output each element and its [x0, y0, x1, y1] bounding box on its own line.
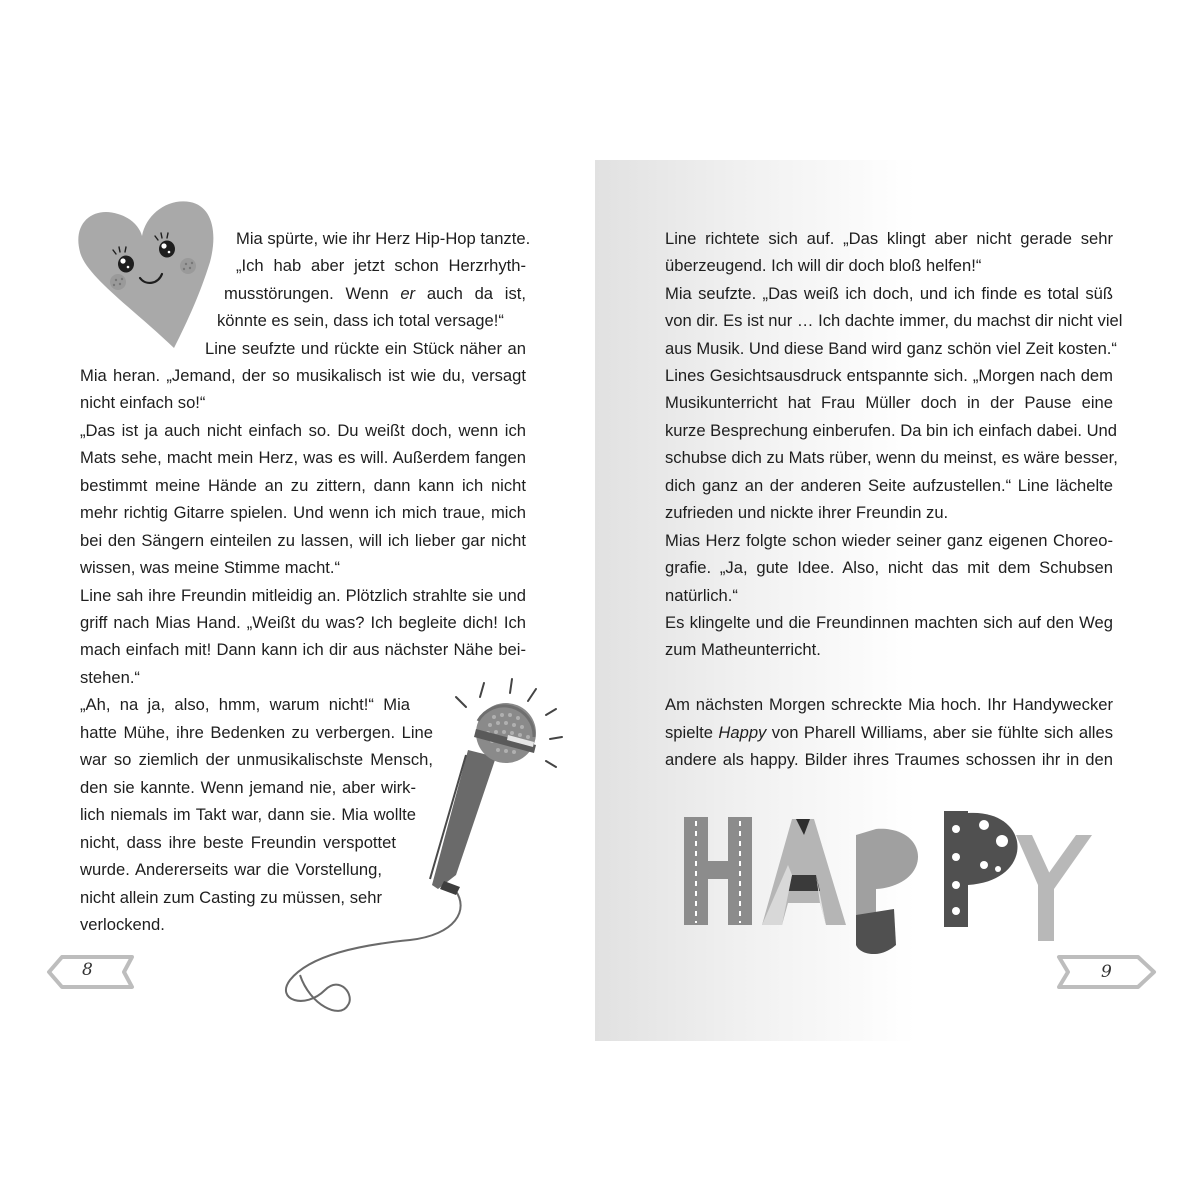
text-line: mehr richtig Gitarre spielen. Und wenn ich mich traue, mich [80, 503, 526, 522]
text-line: lich niemals im Takt war, dann sie. Mia wollte [80, 805, 416, 824]
text-line: Mias Herz folgte schon wieder seiner ganz eigenen Choreo- [665, 531, 1113, 550]
text-line: Am nächsten Morgen schreckte Mia hoch. Ihr Handywecker [665, 695, 1113, 714]
text-line: zum Matheunterricht. [665, 640, 821, 659]
text-line: „Ich hab aber jetzt schon Herzrhyth- [236, 256, 526, 275]
text-line: schubse dich zu Mats rüber, wenn du meinst, es wäre besser, [665, 448, 1118, 467]
text-line: überzeugend. Ich will dir doch bloß helfen!“ [665, 256, 982, 275]
text-line: dich ganz an der anderen Seite aufzustellen.“ Line lächelte [665, 476, 1113, 495]
text-line: Mia spürte, wie ihr Herz Hip-Hop tanzte. [236, 229, 531, 248]
text-line: Es klingelte und die Freundinnen machten sich auf den Weg [665, 613, 1113, 632]
text-line: stehen.“ [80, 668, 140, 687]
page-number-left: 8 [82, 960, 93, 980]
page-number-right: 9 [1101, 962, 1112, 982]
text-line: zufrieden und nickte ihrer Freundin zu. [665, 503, 949, 522]
text-line: natürlich.“ [665, 586, 738, 605]
text-line: nicht, dass ihre beste Freundin verspottet [80, 833, 396, 852]
text-line: bestimmt meine Hände an zu zittern, dann kann ich nicht [80, 476, 526, 495]
text-line: Mia heran. „Jemand, der so musikalisch ist wie du, versagt [80, 366, 526, 385]
text-line: Mia seufzte. „Das weiß ich doch, und ich finde es total süß [665, 284, 1113, 303]
text-line: „Ah, na ja, also, hmm, warum nicht!“ Mia [80, 695, 410, 714]
text-line: wurde. Andererseits war die Vorstellung, [80, 860, 382, 879]
happy-lettering [680, 805, 1100, 965]
text-line: bei den Sängern einteilen zu lassen, will ich lieber gar nicht [80, 531, 526, 550]
text-line: spielte Happy von Pharell Williams, aber sie fühlte sich alles [665, 723, 1114, 742]
text-line: aus Musik. Und diese Band wird ganz schön viel Zeit kosten.“ [665, 339, 1117, 358]
text-line: Line sah ihre Freundin mitleidig an. Plötzlich strahlte sie und [80, 586, 526, 605]
text-line: griff nach Mias Hand. „Weißt du was? Ich begleite dich! Ich [80, 613, 526, 632]
text-line: Lines Gesichtsausdruck entspannte sich. „Morgen nach dem [665, 366, 1113, 385]
text-line: verlockend. [80, 915, 165, 934]
text-line: den sie kannte. Wenn jemand nie, aber wirk- [80, 778, 416, 797]
text-line: kurze Besprechung einberufen. Da bin ich einfach dabei. Und [665, 421, 1118, 440]
text-line: wissen, was meine Stimme macht.“ [80, 558, 341, 577]
text-line: nicht einfach so!“ [80, 393, 206, 412]
text-line: Line seufzte und rückte ein Stück näher an [205, 339, 526, 358]
text-line: Line richtete sich auf. „Das klingt aber nicht gerade sehr [665, 229, 1113, 248]
text-line: hatte Mühe, ihre Bedenken zu verbergen. Line [80, 723, 433, 742]
text-line: von dir. Es ist nur … Ich dachte immer, du machst dir nicht viel [665, 311, 1123, 330]
text-line: Musikunterricht hat Frau Müller doch in der Pause eine [665, 393, 1113, 412]
text-line: musstörungen. Wenn er auch da ist, [224, 284, 526, 303]
text-line: „Das ist ja auch nicht einfach so. Du weißt doch, wenn ich [80, 421, 526, 440]
text-line: Mats sehe, macht mein Herz, was es will. Außerdem fangen [80, 448, 526, 467]
text-line: grafie. „Ja, gute Idee. Also, nicht das mit dem Schubsen [665, 558, 1113, 577]
text-line: könnte es sein, dass ich total versage!“ [217, 311, 504, 330]
text-line: war so ziemlich der unmusikalischste Mensch, [80, 750, 433, 769]
heart-illustration [72, 196, 222, 356]
text-line: andere als happy. Bilder ihres Traumes schossen ihr in den [665, 750, 1113, 769]
text-line: nicht allein zum Casting zu müssen, sehr [80, 888, 382, 907]
text-line: mach einfach mit! Dann kann ich dir aus nächster Nähe bei- [80, 640, 526, 659]
microphone-illustration [270, 675, 570, 1015]
